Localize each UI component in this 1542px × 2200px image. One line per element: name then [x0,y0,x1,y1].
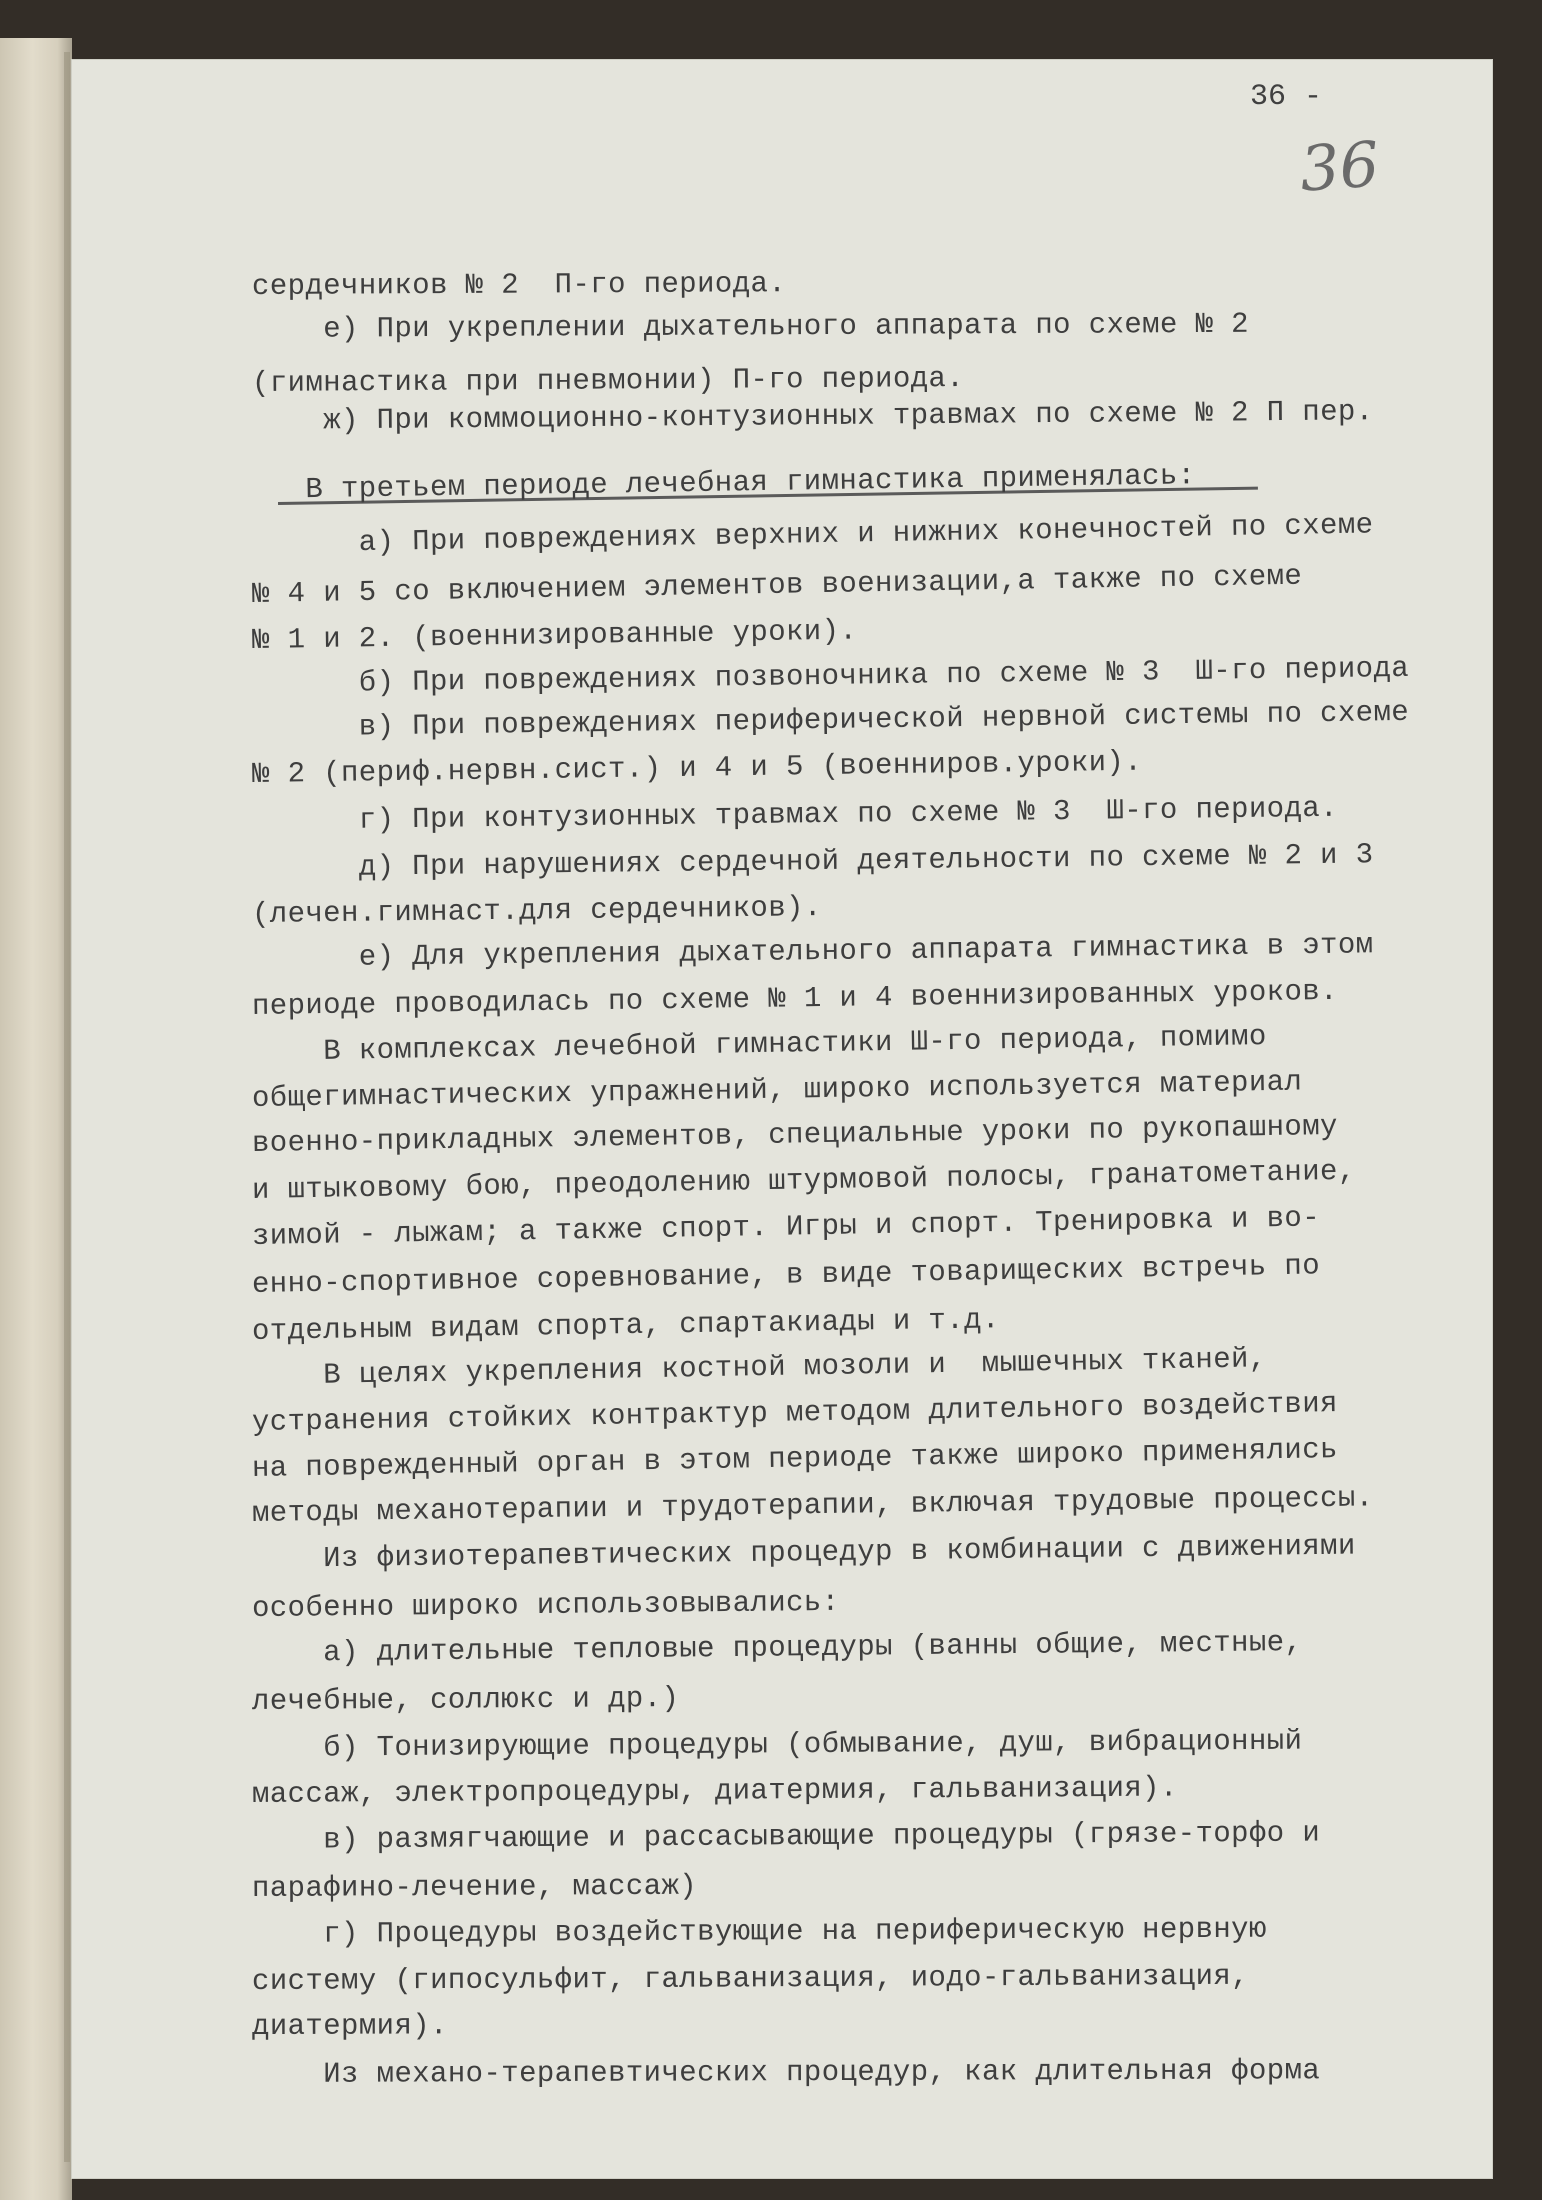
text-line: парафино-лечение, массаж) [251,1869,698,1905]
text-line: (лечен.гимнаст.для сердечников). [251,891,822,931]
handwritten-page-number: 36 [1297,127,1382,206]
text-line: периоде проводилась по схеме № 1 и 4 военнизированных уроков. [251,974,1339,1023]
text-line: лечебные, соллюкс и др.) [251,1682,680,1718]
text-line: Из механо-терапевтических процедур, как длительная форма [251,2054,1321,2091]
text-line: Из физиотерапевтических процедур в комбинации с движениями [251,1529,1356,1576]
text-line: устранения стойких контрактур методом длительного воздействия [251,1387,1339,1439]
text-line: е) Для укрепления дыхательного аппарата гимнастика в этом [251,928,1374,975]
text-line: военно-прикладных элементов, специальные уроки по рукопашному [251,1109,1339,1160]
text-line: массаж, электропроцедуры, диатермия, гальванизация). [251,1771,1178,1811]
adjacent-page-edge [0,38,72,2200]
text-line: е) При укреплении дыхательного аппарата по схеме № 2 [251,307,1250,346]
text-line: б) При повреждениях позвоночника по схеме № 3 Ш-го периода [251,651,1410,701]
text-line: а) При повреждениях верхних и нижних конечностей по схеме [251,508,1374,561]
text-line: № 1 и 2. (военнизированные уроки). [251,614,858,657]
text-line: № 4 и 5 со включением элементов военизации,а также по схеме [251,559,1303,611]
text-line: № 2 (периф.нервн.сист.) и 4 и 5 (военниров.уроки). [251,745,1143,791]
text-line: на поврежденный орган в этом периоде также широко применялись [251,1433,1339,1485]
text-line: систему (гипосульфит, гальванизация, иодо-гальванизация, [251,1959,1250,1998]
text-line: зимой - лыжам; а также спорт. Игры и спорт. Тренировка и во- [251,1201,1321,1253]
text-line: особенно широко использовывались: [251,1585,840,1625]
text-line: в) При повреждениях периферической нервной системы по схеме [251,695,1410,745]
text-line: в) размягчающие и рассасывающие процедуры (грязе-торфо и [251,1816,1321,1857]
text-line: В целях укрепления костной мозоли и мышечных тканей, [251,1342,1267,1393]
binding-shadow [64,52,70,2162]
text-line: и штыковому бою, преодолению штурмовой полосы, гранатометание, [251,1154,1356,1207]
text-line: В комплексах лечебной гимнастики Ш-го периода, помимо [251,1020,1267,1069]
text-line: ж) При коммоционно-контузионных травмах по схеме № 2 П пер. [251,395,1374,438]
text-line: диатермия). [251,2009,448,2043]
text-line: енно-спортивное соревнование, в виде товарищеских встречь по [251,1249,1321,1301]
text-line: сердечников № 2 П-го периода. [251,267,787,303]
text-line: методы механотерапии и трудотерапии, включая трудовые процессы. [251,1481,1374,1530]
text-line: общегимнастических упражнений, широко используется материал [251,1065,1303,1115]
text-line: (гимнастика при пневмонии) П-го периода. [251,362,965,400]
text-line: г) При контузионных травмах по схеме № 3 Ш-го периода. [251,791,1339,838]
text-line: а) длительные тепловые процедуры (ванны общие, местные, [251,1626,1303,1670]
text-line: д) При нарушениях сердечной деятельности по схеме № 2 и 3 [251,838,1374,885]
section-heading: В третьем периоде лечебная гимнастика применялась: [251,459,1196,507]
text-line: б) Тонизирующие процедуры (обмывание, душ, вибрационный [251,1724,1303,1765]
text-line: г) Процедуры воздействующие на периферическую нервную [251,1912,1267,1951]
text-line: отдельным видам спорта, спартакиады и т.д. [251,1303,1000,1348]
typed-page-number: 36 - [1250,80,1323,114]
